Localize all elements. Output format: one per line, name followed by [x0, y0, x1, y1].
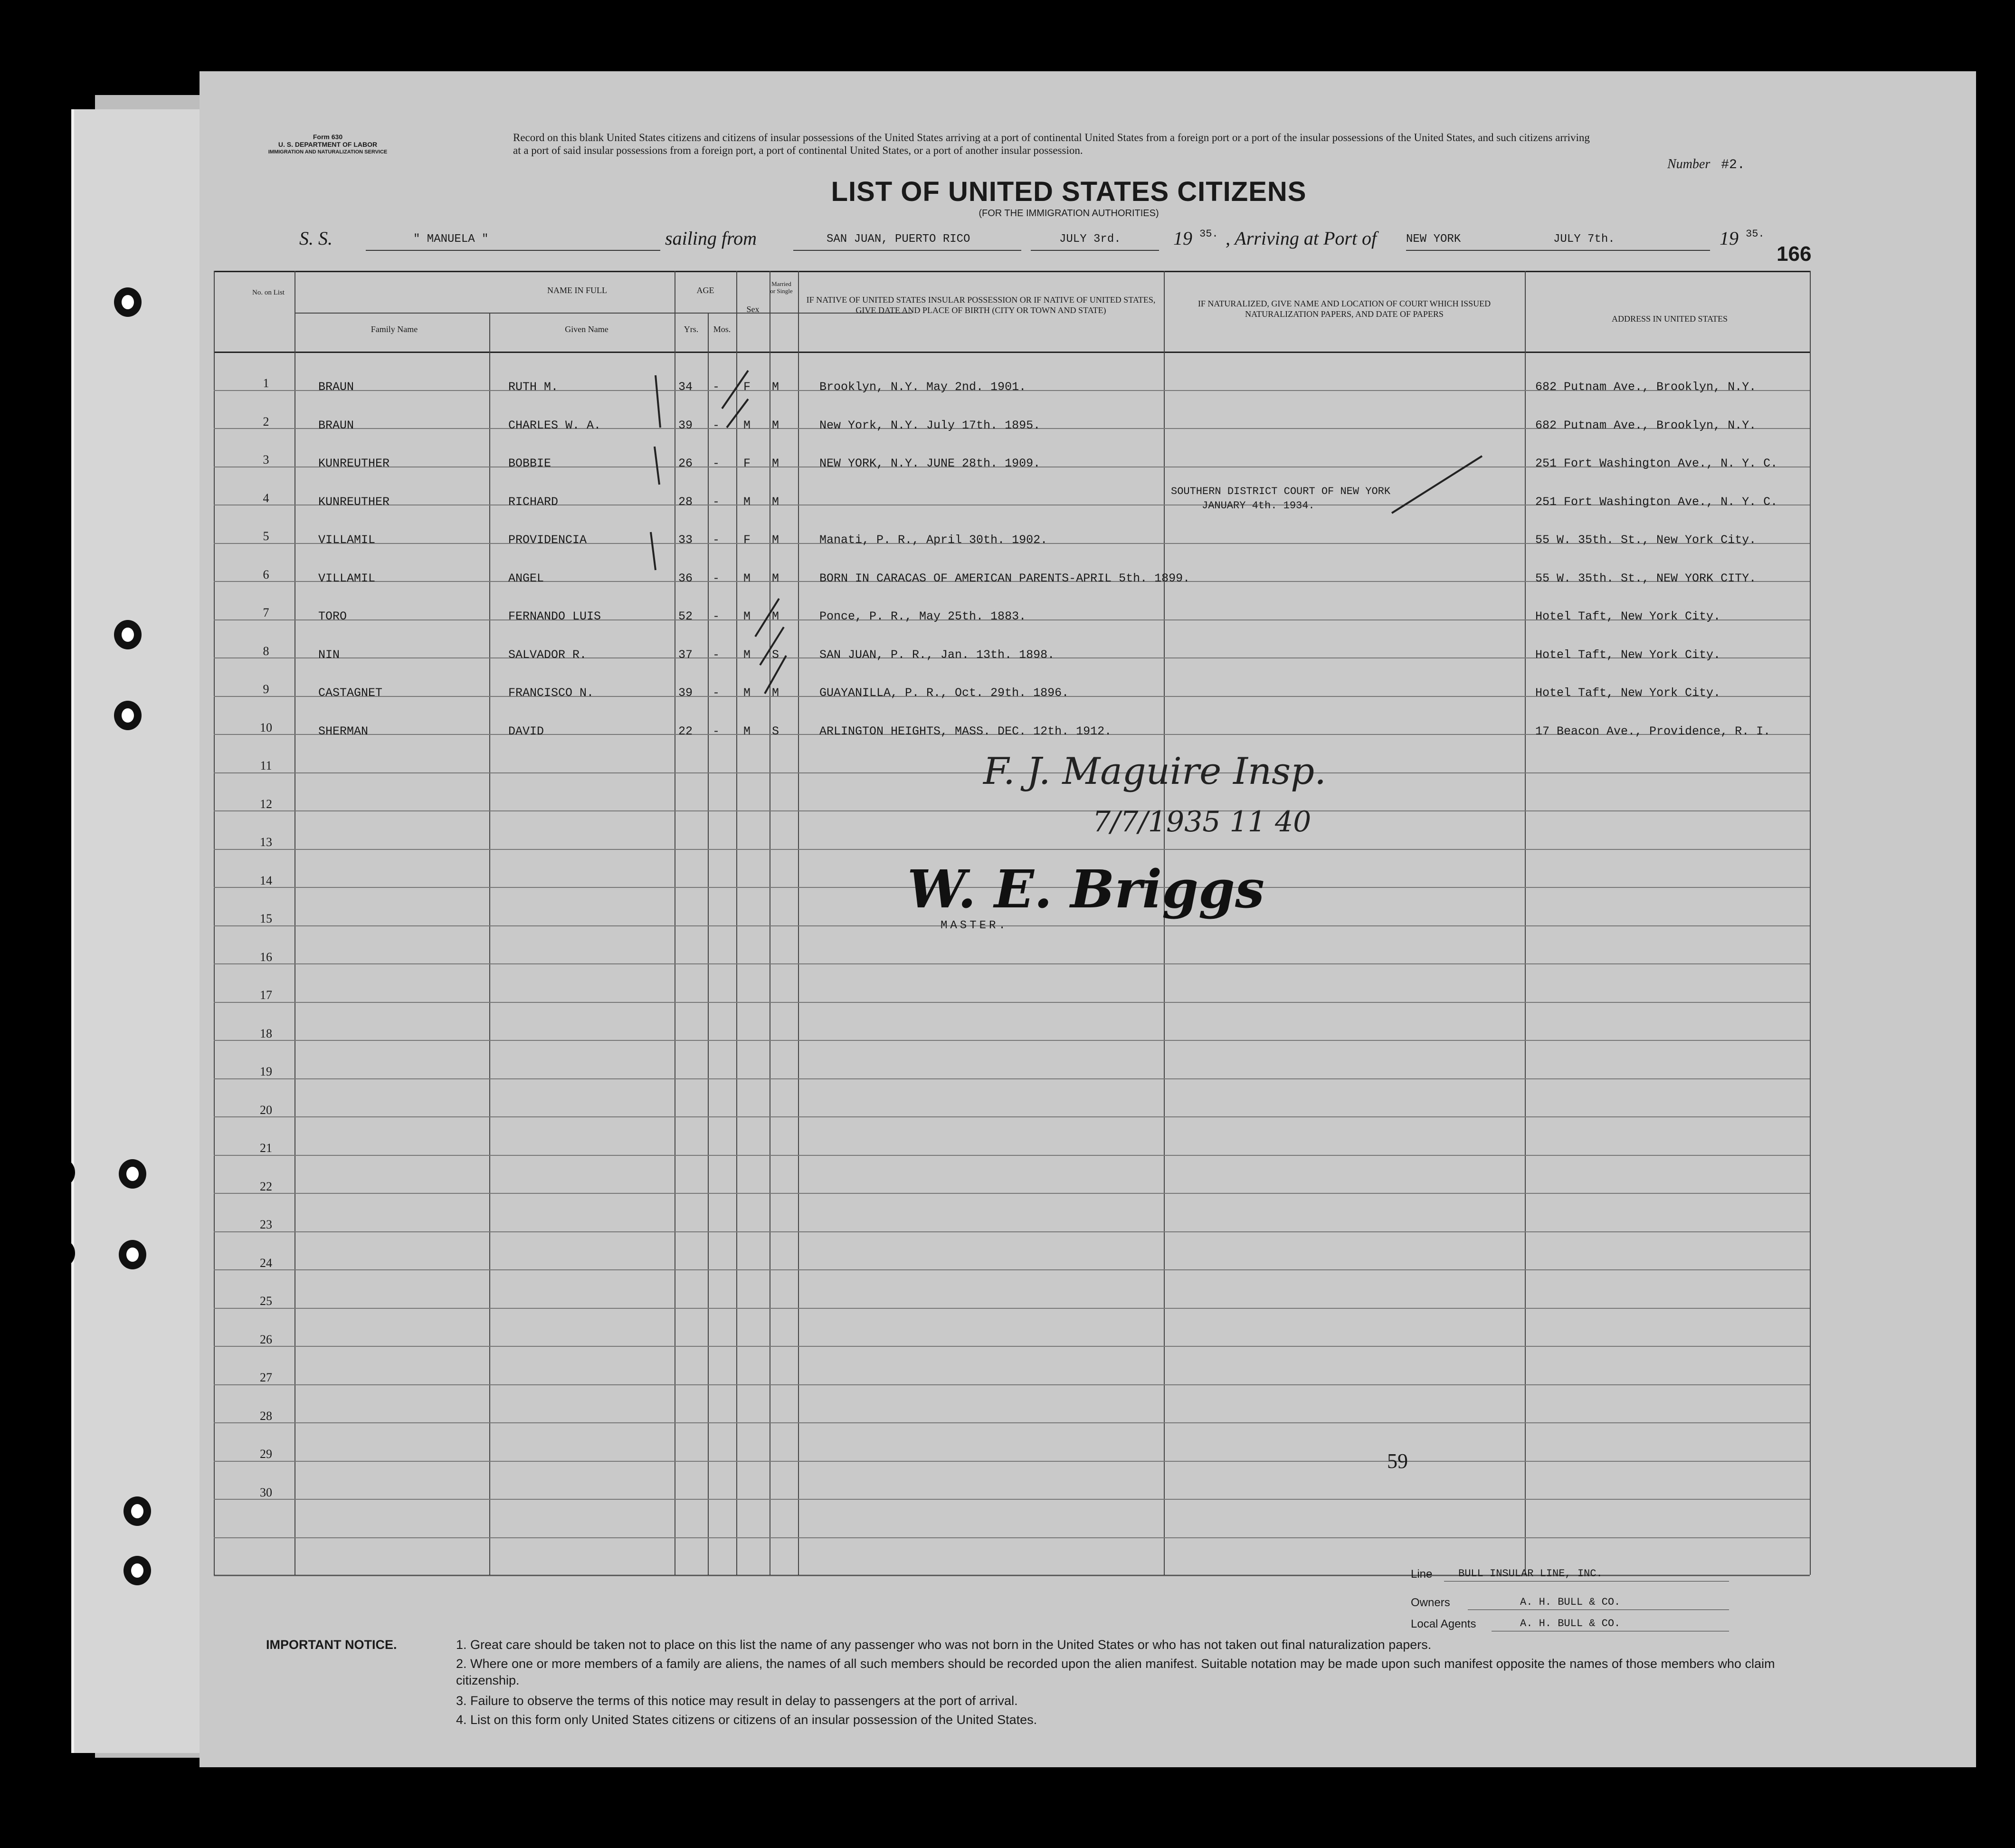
notice-lead: IMPORTANT NOTICE. — [266, 1638, 397, 1652]
birthplace-cell: Brooklyn, N.Y. May 2nd. 1901. — [819, 380, 1027, 394]
marital-status-cell: M — [772, 533, 779, 547]
check-marks — [646, 371, 1501, 798]
given-name-cell: SALVADOR R. — [508, 648, 587, 662]
marital-status-cell: M — [772, 571, 779, 585]
header-age: AGE — [696, 286, 714, 295]
row-number: 24 — [260, 1256, 272, 1270]
sex-cell: M — [743, 648, 751, 662]
form-header — [238, 133, 418, 156]
notice-item-3: 3. Failure to observe the terms of this notice may result in delay to passengers at the port of arrival. — [456, 1694, 1018, 1708]
age-years-cell: 28 — [678, 495, 693, 509]
family-name-cell: KUNREUTHER — [318, 457, 390, 470]
sailing-label: sailing from — [665, 228, 757, 249]
binder-ring-hole — [114, 701, 142, 730]
header-naturalized: IF NATURALIZED, GIVE NAME AND LOCATION OF COURT WHICH ISSUED NATURALIZATION PAPERS, AND DATE OF PAPERS — [1198, 299, 1491, 319]
local-agents-value: A. H. BULL & CO. — [1520, 1618, 1621, 1629]
column-rule — [1810, 271, 1811, 1575]
row-rule — [214, 1384, 1810, 1385]
row-number: 4 — [263, 491, 269, 505]
master-name: W. E. Briggs — [907, 858, 1264, 920]
row-number: 27 — [260, 1371, 272, 1384]
page-title: LIST OF UNITED STATES CITIZENS — [831, 176, 1307, 207]
row-number: 5 — [263, 529, 269, 543]
row-number: 11 — [260, 759, 272, 772]
family-name-cell: SHERMAN — [318, 724, 369, 738]
binder-ring-hole — [119, 1240, 146, 1269]
page-stamp: 166 — [1777, 242, 1812, 266]
row-rule — [214, 1461, 1810, 1462]
row-number: 14 — [260, 873, 272, 887]
row-number: 12 — [260, 797, 272, 811]
family-name-cell: VILLAMIL — [318, 533, 376, 547]
row-rule — [214, 1002, 1810, 1003]
ss-label: S. S. — [299, 228, 333, 249]
header-name-in-full: NAME IN FULL — [547, 286, 607, 295]
age-months-cell: - — [713, 380, 720, 394]
family-name-cell: KUNREUTHER — [318, 495, 390, 509]
department: U. S. DEPARTMENT OF LABOR — [278, 141, 378, 148]
birthplace-cell: GUAYANILLA, P. R., Oct. 29th. 1896. — [819, 686, 1069, 700]
row-rule — [214, 1269, 1810, 1270]
age-months-cell: - — [713, 457, 720, 470]
arrival-year-prefix: 19 — [1720, 228, 1739, 249]
address-cell: 251 Fort Washington Ave., N. Y. C. — [1535, 457, 1778, 470]
row-rule — [214, 1499, 1810, 1500]
row-number: 29 — [260, 1447, 272, 1461]
binder-hole — [52, 1159, 75, 1186]
marital-status-cell: M — [772, 418, 779, 432]
address-cell: 682 Putnam Ave., Brooklyn, N.Y. — [1535, 418, 1757, 432]
header-no-on-list: No. on List — [252, 289, 285, 296]
service: IMMIGRATION AND NATURALIZATION SERVICE — [268, 149, 388, 155]
given-name-cell: FERNANDO LUIS — [508, 610, 601, 623]
line-value: BULL INSULAR LINE, INC. — [1458, 1568, 1603, 1580]
given-name-cell: ANGEL — [508, 571, 544, 585]
sex-cell: M — [743, 724, 751, 738]
row-number: 2 — [263, 414, 269, 429]
row-rule — [214, 1116, 1810, 1117]
naturalization-cell: SOUTHERN DISTRICT COURT OF NEW YORK — [1171, 485, 1391, 497]
age-years-cell: 37 — [678, 648, 693, 662]
age-months-cell: - — [713, 495, 720, 509]
given-name-cell: RICHARD — [508, 495, 559, 509]
sex-cell: M — [743, 495, 751, 509]
row-rule — [214, 1537, 1810, 1538]
header-given-name: Given Name — [565, 324, 608, 334]
age-years-cell: 39 — [678, 418, 693, 432]
binder-hole — [42, 622, 65, 649]
binder-hole — [32, 285, 55, 312]
owners-value: A. H. BULL & CO. — [1520, 1596, 1621, 1608]
row-rule — [214, 1346, 1810, 1347]
marital-status-cell: M — [772, 380, 779, 394]
header-married: Married or Single — [770, 280, 793, 295]
given-name-cell: CHARLES W. A. — [508, 418, 601, 432]
from-port: SAN JUAN, PUERTO RICO — [827, 233, 970, 246]
line-label: Line — [1411, 1568, 1433, 1581]
sex-cell: M — [743, 686, 751, 700]
family-name-cell: TORO — [318, 610, 347, 623]
given-name-cell: PROVIDENCIA — [508, 533, 587, 547]
age-years-cell: 22 — [678, 724, 693, 738]
marital-status-cell: M — [772, 686, 779, 700]
row-number: 20 — [260, 1103, 272, 1117]
address-cell: Hotel Taft, New York City. — [1535, 686, 1721, 700]
family-name-cell: VILLAMIL — [318, 571, 376, 585]
row-number: 21 — [260, 1141, 272, 1155]
sex-cell: F — [743, 533, 751, 547]
page-subtitle: (FOR THE IMMIGRATION AUTHORITIES) — [979, 208, 1159, 219]
arrival-port: NEW YORK — [1406, 233, 1461, 246]
inspector-name: F. J. Maguire Insp. — [983, 750, 1326, 793]
row-number: 8 — [263, 644, 269, 658]
address-cell: Hotel Taft, New York City. — [1535, 648, 1721, 662]
notice-item-2: 2. Where one or more members of a family are aliens, the names of all such members should be recorded upon the alien manifest. Suitable notation may be made upon such manifest opposite the names of those members who claim citizenship. — [456, 1657, 1775, 1687]
row-rule — [214, 1308, 1810, 1309]
family-name-cell: BRAUN — [318, 418, 354, 432]
birthplace-cell: SAN JUAN, P. R., Jan. 13th. 1898. — [819, 648, 1055, 662]
marital-status-cell: S — [772, 648, 779, 662]
given-name-cell: RUTH M. — [508, 380, 559, 394]
arrival-date: JULY 7th. — [1553, 233, 1615, 246]
birthplace-cell: Manati, P. R., April 30th. 1902. — [819, 533, 1048, 547]
local-agents-label: Local Agents — [1411, 1618, 1476, 1630]
row-rule — [214, 1422, 1810, 1423]
age-months-cell: - — [713, 571, 720, 585]
sex-cell: M — [743, 571, 751, 585]
arrival-year-suffix: 35. — [1746, 228, 1765, 240]
family-name-cell: NIN — [318, 648, 340, 662]
age-months-cell: - — [713, 724, 720, 738]
year-prefix: 19 — [1173, 228, 1192, 249]
marital-status-cell: M — [772, 495, 779, 509]
sex-cell: M — [743, 610, 751, 623]
address-cell: 55 W. 35th. St., NEW YORK CITY. — [1535, 571, 1757, 585]
row-number: 6 — [263, 567, 269, 581]
birthplace-cell: ARLINGTON HEIGHTS, MASS. DEC. 12th. 1912. — [819, 724, 1112, 738]
marital-status-cell: M — [772, 457, 779, 470]
form-number: Form 630 — [313, 133, 343, 141]
row-rule — [214, 1078, 1810, 1079]
sex-cell: F — [743, 457, 751, 470]
page-number: 59 — [1387, 1449, 1408, 1473]
address-cell: Hotel Taft, New York City. — [1535, 610, 1721, 623]
binder-ring-hole — [124, 1496, 151, 1526]
naturalization-date-cell: JANUARY 4th. 1934. — [1202, 499, 1315, 512]
row-number: 15 — [260, 912, 272, 925]
row-number: 7 — [263, 606, 269, 619]
sex-cell: F — [743, 380, 751, 394]
row-rule — [214, 963, 1810, 964]
row-number: 9 — [263, 682, 269, 696]
record-note: Record on this blank United States citizens and citizens of insular possessions of the United States arriving at a port of continental United States from a foreign port or a port of the insular possessions of the United States, and such citizens arriving at a port of said insular possessions from a foreign port, a port of continental United States, or a port of another insular possession. — [513, 132, 1590, 156]
age-years-cell: 39 — [678, 686, 693, 700]
owners-label: Owners — [1411, 1596, 1450, 1609]
row-number: 1 — [263, 376, 269, 390]
notice-item-1: 1. Great care should be taken not to place on this list the name of any passenger who was not born in the United States or who has not taken out final naturalization papers. — [456, 1638, 1432, 1652]
age-years-cell: 36 — [678, 571, 693, 585]
binder-hole — [52, 1240, 75, 1267]
family-name-cell: BRAUN — [318, 380, 354, 394]
notice-item-4: 4. List on this form only United States citizens or citizens of an insular possession of the United States. — [456, 1713, 1037, 1727]
column-rule — [489, 313, 490, 1575]
row-rule — [214, 1155, 1810, 1156]
address-cell: 251 Fort Washington Ave., N. Y. C. — [1535, 495, 1778, 509]
arriving-label: , Arriving at Port of — [1226, 228, 1377, 249]
binder-ring-hole — [114, 287, 142, 317]
row-number: 28 — [260, 1409, 272, 1423]
age-years-cell: 33 — [678, 533, 693, 547]
inspector-date: 7/7/1935 11 40 — [1093, 805, 1312, 838]
header-address: ADDRESS IN UNITED STATES — [1611, 314, 1728, 324]
header-mos: Mos. — [713, 324, 731, 334]
given-name-cell: BOBBIE — [508, 457, 551, 470]
marital-status-cell: S — [772, 724, 779, 738]
header-family-name: Family Name — [371, 324, 418, 334]
row-number: 18 — [260, 1026, 272, 1040]
age-months-cell: - — [713, 610, 720, 623]
ship-name: " MANUELA " — [413, 233, 489, 246]
age-months-cell: - — [713, 533, 720, 547]
row-number: 16 — [260, 950, 272, 964]
list-number — [1667, 157, 1745, 172]
header-birth: IF NATIVE OF UNITED STATES INSULAR POSSESSION OR IF NATIVE OF UNITED STATES, GIVE DATE AND PLACE OF BIRTH (CITY OR TOWN AND STATE) — [806, 295, 1156, 315]
row-number: 17 — [260, 988, 272, 1002]
given-name-cell: FRANCISCO N. — [508, 686, 594, 700]
row-rule — [214, 1040, 1810, 1041]
age-years-cell: 26 — [678, 457, 693, 470]
binder-hole — [42, 701, 65, 727]
address-cell: 17 Beacon Ave., Providence, R. I. — [1535, 724, 1771, 738]
row-number: 19 — [260, 1065, 272, 1078]
birthplace-cell: BORN IN CARACAS OF AMERICAN PARENTS-APRIL 5th. 1899. — [819, 571, 1190, 585]
header-sex: Sex — [746, 305, 760, 314]
row-rule — [214, 1231, 1810, 1232]
number-label: Number — [1667, 157, 1711, 171]
binder-ring-hole — [114, 620, 142, 649]
age-years-cell: 52 — [678, 610, 693, 623]
marital-status-cell: M — [772, 610, 779, 623]
number-value: #2. — [1721, 158, 1745, 172]
age-months-cell: - — [713, 686, 720, 700]
row-number: 26 — [260, 1332, 272, 1346]
row-rule — [214, 1193, 1810, 1194]
row-number: 3 — [263, 453, 269, 467]
family-name-cell: CASTAGNET — [318, 686, 383, 700]
binder-hole — [32, 366, 55, 392]
master-label: MASTER. — [941, 919, 1008, 932]
birthplace-cell: Ponce, P. R., May 25th. 1883. — [819, 610, 1027, 623]
row-number: 25 — [260, 1294, 272, 1308]
given-name-cell: DAVID — [508, 724, 544, 738]
address-cell: 682 Putnam Ave., Brooklyn, N.Y. — [1535, 380, 1757, 394]
row-number: 23 — [260, 1218, 272, 1231]
row-number: 22 — [260, 1179, 272, 1193]
age-months-cell: - — [713, 648, 720, 662]
row-number: 30 — [260, 1485, 272, 1499]
birthplace-cell: NEW YORK, N.Y. JUNE 28th. 1909. — [819, 457, 1041, 470]
birthplace-cell: New York, N.Y. July 17th. 1895. — [819, 418, 1041, 432]
binder-ring-hole — [119, 1159, 146, 1189]
binder-ring-hole — [124, 1556, 151, 1585]
sex-cell: M — [743, 418, 751, 432]
sailing-date: JULY 3rd. — [1059, 233, 1121, 246]
age-months-cell: - — [713, 418, 720, 432]
header-yrs: Yrs. — [684, 324, 699, 334]
age-years-cell: 34 — [678, 380, 693, 394]
address-cell: 55 W. 35th. St., New York City. — [1535, 533, 1757, 547]
row-number: 13 — [260, 835, 272, 849]
row-number: 10 — [260, 720, 272, 734]
year-suffix: 35. — [1199, 228, 1218, 240]
